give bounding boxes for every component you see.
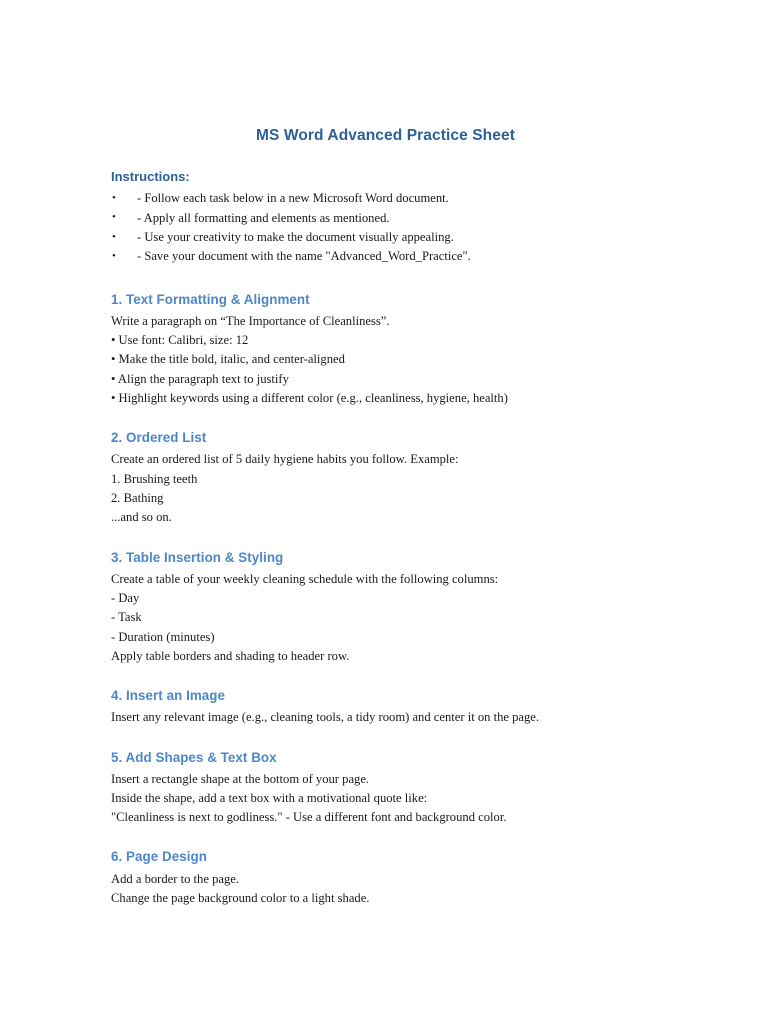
list-item: • - Apply all formatting and elements as mentioned. [111,209,660,228]
section-heading: 2. Ordered List [111,430,207,446]
section-text-formatting [111,267,660,409]
body-line: Create a table of your weekly cleaning schedule with the following columns: [111,571,499,586]
section-heading: 5. Add Shapes & Text Box [111,749,277,765]
instructions-label: Instructions: [111,168,190,184]
body-line: Inside the shape, add a text box with a motivational quote like: [111,790,428,805]
body-line: • Use font: Calibri, size: 12 [111,333,249,348]
section-heading: 4. Insert an Image [111,688,226,704]
body-line: Create an ordered list of 5 daily hygiene habits you follow. Example: [111,452,459,467]
section-heading: 3. Table Insertion & Styling [111,549,284,565]
body-line: - Task [111,610,142,625]
body-line: - Day [111,590,140,605]
body-line: • Align the paragraph text to justify [111,371,289,386]
body-line: Write a paragraph on “The Importance of Cleanliness”. [111,313,390,328]
section-table-insertion [111,528,660,667]
body-line: 2. Bathing [111,490,164,505]
section-body [111,770,660,828]
section-heading: 6. Page Design [111,849,207,865]
section-body [111,570,660,666]
section-shapes-textbox [111,728,660,828]
section-heading: 1. Text Formatting & Alignment [111,291,310,307]
instructions-list [111,189,660,266]
section-body [111,870,660,909]
body-line: Change the page background color to a light shade. [111,890,370,905]
list-item: • - Use your creativity to make the document visually appealing. [111,228,660,247]
body-line: "Cleanliness is next to godliness." - Use a different font and background color. [111,810,507,825]
section-body [111,312,660,408]
body-line: Insert a rectangle shape at the bottom of your page. [111,771,370,786]
body-line: • Make the title bold, italic, and center-aligned [111,352,345,367]
section-body [111,450,660,527]
body-line: Add a border to the page. [111,871,239,886]
body-line: • Highlight keywords using a different color (e.g., cleanliness, hygiene, health) [111,390,508,405]
section-body [111,708,660,727]
list-item: • - Follow each task below in a new Microsoft Word document. [111,189,660,208]
body-line: 1. Brushing teeth [111,471,198,486]
section-insert-image [111,666,660,727]
section-page-design [111,827,660,908]
body-line: - Duration (minutes) [111,629,215,644]
body-line: Apply table borders and shading to header row. [111,648,350,663]
section-ordered-list [111,408,660,527]
document-title: MS Word Advanced Practice Sheet [256,127,515,144]
body-line: Insert any relevant image (e.g., cleaning tools, a tidy room) and center it on the page. [111,710,540,725]
body-line: ...and so on. [111,510,172,525]
list-item: • - Save your document with the name "Advanced_Word_Practice". [111,247,660,266]
